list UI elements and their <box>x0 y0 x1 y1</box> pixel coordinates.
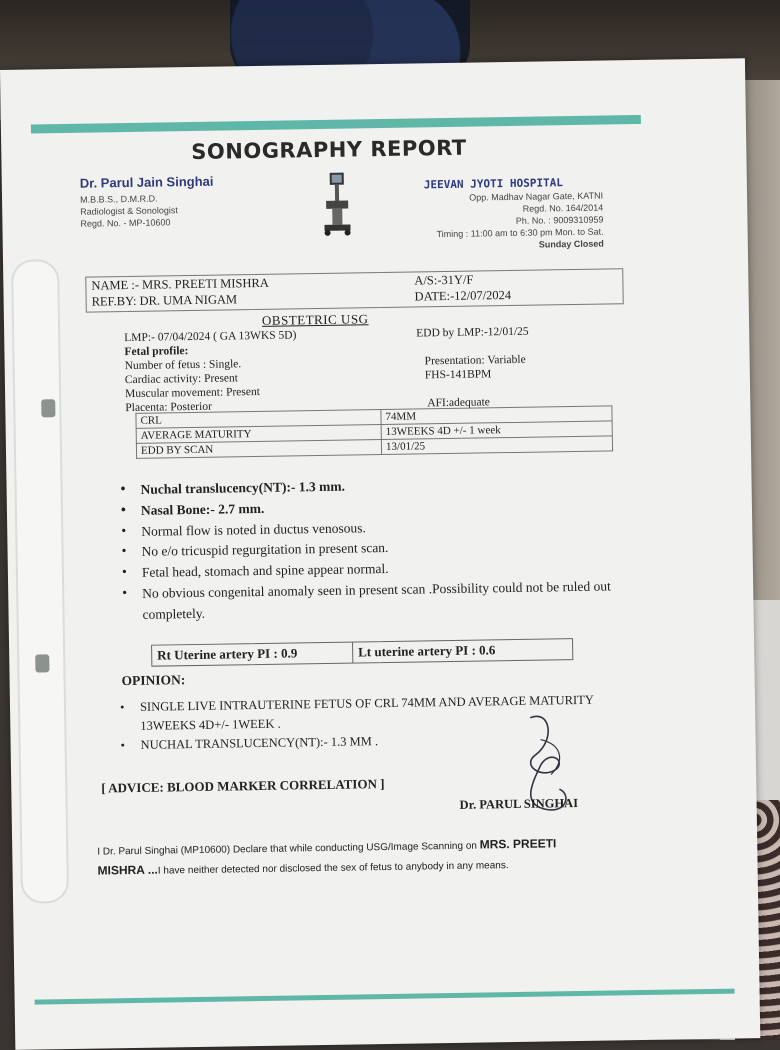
finding-nasal-bone: • Nasal Bone:- 2.7 mm. <box>119 493 631 522</box>
clip-icon <box>35 654 49 672</box>
patient-info-box <box>85 268 623 312</box>
table-cell-label: EDD BY SCAN <box>136 440 381 459</box>
declaration-patient-name: MRS. PREETI <box>479 836 557 852</box>
table-cell-value: 13WEEKS 4D +/- 1 week <box>381 421 612 440</box>
declaration-part2: I have neither detected nor disclosed the sex of fetus to anybody in any means. <box>157 860 509 877</box>
finding-ductus: • Normal flow is noted in ductus venosous. <box>119 514 631 543</box>
hospital-address: Opp. Madhav Nagar Gate, KATNI <box>469 190 604 203</box>
patient-name: NAME :- MRS. PREETI MISHRA <box>91 275 269 293</box>
opinion-item: • NUCHAL TRANSLUCENCY(NT):- 1.3 MM . <box>118 728 610 755</box>
sheet-protector-edge <box>11 259 69 904</box>
table-cell-label: AVERAGE MATURITY <box>136 425 381 444</box>
presentation: Presentation: Variable <box>424 353 526 368</box>
report-date: DATE:-12/07/2024 <box>414 288 512 304</box>
doctor-qualification: M.B.B.S., D.M.R.D. <box>79 193 158 205</box>
rt-uterine-pi: Rt Uterine artery PI : 0.9 <box>157 645 298 663</box>
cardiac-activity: Cardiac activity: Present <box>124 372 239 387</box>
opinion-item: • SINGLE LIVE INTRAUTERINE FETUS OF CRL 74MM AND AVERAGE MATURITY 13WEEKS 4D+/- 1WEEK . <box>118 690 611 736</box>
hospital-timing: Timing : 11:00 am to 6:30 pm Mon. to Sat. <box>436 226 604 240</box>
advice: [ ADVICE: BLOOD MARKER CORRELATION ] <box>101 776 385 796</box>
scan-measurements-table <box>135 405 613 458</box>
patient-age-sex: A/S:-31Y/F <box>414 272 474 288</box>
fetal-profile-label: Fetal profile: <box>124 345 189 359</box>
afi: AFI:adequate <box>427 396 490 410</box>
finding-nt: • Nuchal translucency(NT):- 1.3 mm. <box>118 472 630 501</box>
signatory-name: Dr. PARUL SINGHAI <box>459 796 579 812</box>
table-cell-label: CRL <box>136 410 381 429</box>
muscular-movement: Muscular movement: Present <box>125 385 260 401</box>
hospital-name: JEEVAN JYOTI HOSPITAL <box>423 176 564 192</box>
hospital-regd: Regd. No. 164/2014 <box>522 202 604 214</box>
finding-anomaly: • No obvious congenital anomaly seen in present scan .Possibility could not be ruled out completely. <box>120 576 633 626</box>
finding-fetal-head: • Fetal head, stomach and spine appear normal. <box>120 555 632 584</box>
opinion-heading: OPINION: <box>121 672 186 689</box>
edd-by-lmp: EDD by LMP:-12/01/25 <box>416 325 529 340</box>
ultrasound-machine-icon <box>320 170 355 237</box>
doctor-title: Radiologist & Sonologist <box>80 205 178 217</box>
findings-list <box>118 472 632 626</box>
lt-uterine-pi: Lt uterine artery PI : 0.6 <box>358 642 496 660</box>
table-cell-value: 74MM <box>381 406 612 425</box>
report-paper <box>0 58 760 1050</box>
header-accent-bar <box>31 115 641 134</box>
declaration-part1: I Dr. Parul Singhai (MP10600) Declare that while conducting USG/Image Scanning on <box>97 840 480 858</box>
fhs: FHS-141BPM <box>424 368 492 382</box>
placenta: Placenta: Posterior <box>125 400 212 415</box>
section-title: OBSTETRIC USG <box>261 311 369 328</box>
hospital-phone: Ph. No. : 9009310959 <box>515 214 604 226</box>
referred-by: REF.BY: DR. UMA NIGAM <box>91 292 238 309</box>
table-cell-value: 13/01/25 <box>381 436 612 455</box>
pi-divider <box>352 643 353 663</box>
doctor-name: Dr. Parul Jain Singhai <box>79 173 214 191</box>
clip-icon <box>41 399 55 417</box>
lmp: LMP:- 07/04/2024 ( GA 13WKS 5D) <box>124 329 297 345</box>
hospital-closed: Sunday Closed <box>538 238 604 250</box>
report-title: SONOGRAPHY REPORT <box>191 135 467 165</box>
declaration-patient-surname: MISHRA ... <box>97 862 158 878</box>
uterine-artery-pi-box <box>151 638 573 667</box>
doctor-regd: Regd. No. - MP-10600 <box>80 217 171 229</box>
number-of-fetus: Number of fetus : Single. <box>124 358 242 373</box>
finding-tricuspid: • No e/o tricuspid regurgitation in present scan. <box>119 535 631 564</box>
declaration <box>97 834 598 882</box>
footer-accent-bar <box>35 989 735 1005</box>
